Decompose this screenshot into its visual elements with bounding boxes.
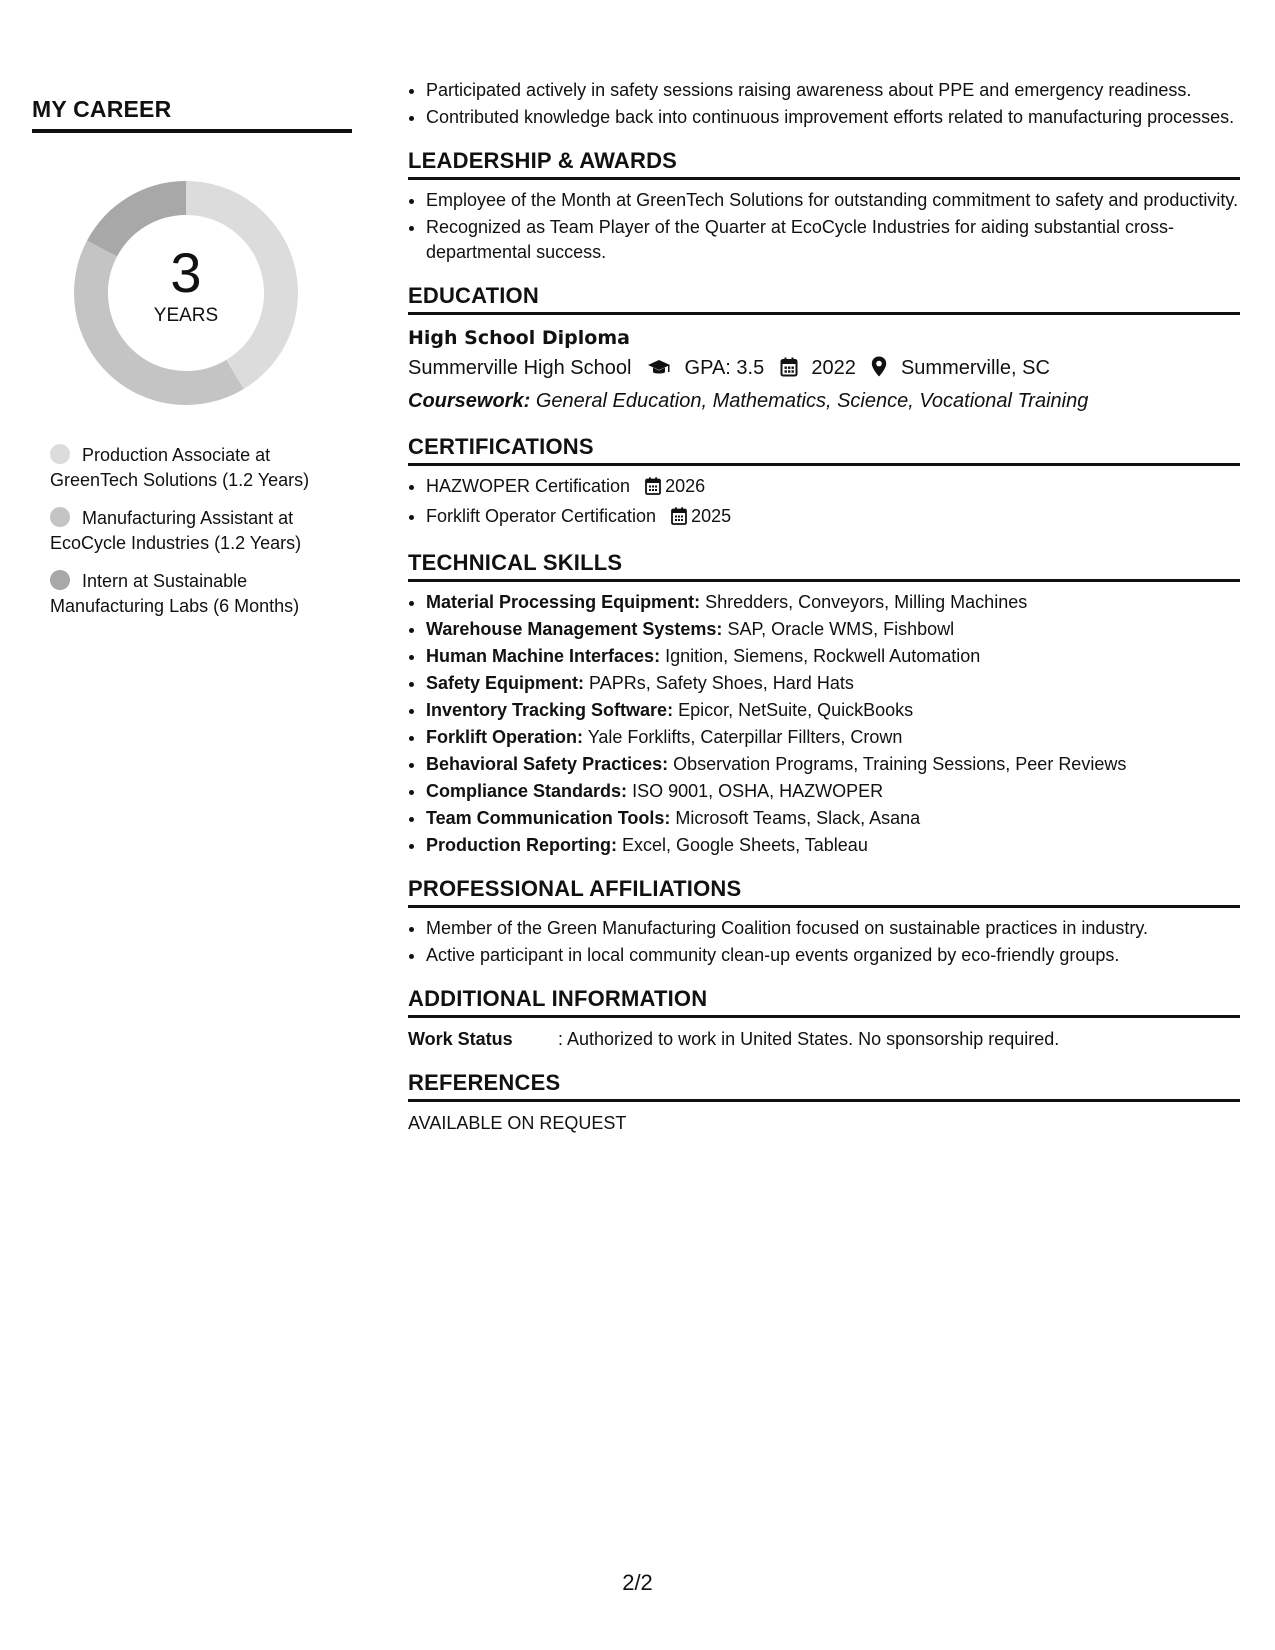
certification-name: HAZWOPER Certification [426,476,631,496]
skill-label: Behavioral Safety Practices: [426,754,669,774]
coursework-value: General Education, Mathematics, Science, Vocational Training [535,390,1089,412]
education-year: 2022 [811,357,856,379]
list-item [426,806,1240,831]
education-gpa: GPA: 3.5 [684,357,765,379]
skill-value: Excel, Google Sheets, Tableau [622,835,868,855]
list-item: • Contributed knowledge back into continuous improvement efforts related to manufacturing processes. [426,105,1240,130]
coursework-label: Coursework: [408,390,531,412]
list-item: • Active participant in local community clean-up events organized by eco-friendly groups. [426,943,1240,968]
skill-label: Inventory Tracking Software: [426,700,674,720]
list-item: • Member of the Green Manufacturing Coalition focused on sustainable practices in industry. [426,916,1240,941]
skill-value: Shredders, Conveyors, Milling Machines [705,592,1028,612]
graduation-cap-icon [647,356,671,386]
list-item [426,725,1240,750]
list-item [426,504,1240,532]
certification-name: Forklift Operator Certification [426,506,657,526]
skill-value: Microsoft Teams, Slack, Asana [675,808,921,828]
skill-value: Observation Programs, Training Sessions, Peer Reviews [673,754,1127,774]
references-text: AVAILABLE ON REQUEST [408,1113,627,1133]
list-item [426,617,1240,642]
legend-label: Manufacturing Assistant at EcoCycle Industries (1.2 Years) [50,508,302,553]
skill-value: Yale Forklifts, Caterpillar Fillters, Crown [587,727,903,747]
skill-label: Material Processing Equipment: [426,592,701,612]
certifications-heading: CERTIFICATIONS [408,434,1240,466]
list-item [426,644,1240,669]
skill-label: Forklift Operation: [426,727,583,747]
work-status-value: : Authorized to work in United States. No sponsorship required. [558,1029,1060,1049]
experience-bullets [408,78,1240,130]
list-item [426,590,1240,615]
skill-label: Safety Equipment: [426,673,585,693]
work-status [408,1026,1240,1052]
affiliations-heading: PROFESSIONAL AFFILIATIONS [408,876,1240,908]
list-item: • Participated actively in safety sessions raising awareness about PPE and emergency readiness. [426,78,1240,103]
career-sidebar [32,96,352,632]
leadership-list [408,188,1240,265]
skill-label: Warehouse Management Systems: [426,619,723,639]
references-heading: REFERENCES [408,1070,1240,1102]
skill-label: Team Communication Tools: [426,808,671,828]
certification-year: 2025 [691,506,732,526]
location-pin-icon [871,356,887,386]
certification-year: 2026 [665,476,706,496]
education-school: Summerville High School [408,357,632,379]
education-degree: High School Diploma [408,327,630,349]
skill-label: Production Reporting: [426,835,617,855]
skills-heading: TECHNICAL SKILLS [408,550,1240,582]
skill-value: Ignition, Siemens, Rockwell Automation [665,646,981,666]
career-legend [32,443,352,619]
legend-label: Intern at Sustainable Manufacturing Labs (6 Months) [50,571,300,616]
main-content [408,78,1240,1136]
certifications-list [408,474,1240,532]
list-item [426,474,1240,502]
career-donut-chart [66,173,306,413]
legend-item [50,443,352,493]
skills-list [408,590,1240,858]
calendar-icon [671,507,687,532]
list-item: • Employee of the Month at GreenTech Solutions for outstanding commitment to safety and productivity. [426,188,1240,213]
list-item: • Recognized as Team Player of the Quarter at EcoCycle Industries for aiding substantial cross-departmental success. [426,215,1240,265]
career-heading: MY CAREER [32,96,352,133]
list-item [426,833,1240,858]
list-item [426,698,1240,723]
calendar-icon [645,477,661,502]
additional-info-heading: ADDITIONAL INFORMATION [408,986,1240,1018]
list-item [426,752,1240,777]
education-location: Summerville, SC [900,357,1050,379]
list-item [426,779,1240,804]
calendar-icon [780,356,798,386]
work-status-label: Work Status [408,1029,513,1049]
legend-dot [50,507,70,527]
skill-label: Compliance Standards: [426,781,628,801]
career-total-unit: YEARS [153,305,219,326]
affiliations-list [408,916,1240,968]
legend-label: Production Associate at GreenTech Solutions (1.2 Years) [50,445,310,490]
education-coursework [408,386,1240,416]
skill-value: PAPRs, Safety Shoes, Hard Hats [589,673,854,693]
education-heading: EDUCATION [408,283,1240,315]
page-number: 2/2 [622,1570,653,1595]
skill-value: Epicor, NetSuite, QuickBooks [678,700,914,720]
leadership-heading: LEADERSHIP & AWARDS [408,148,1240,180]
legend-item [50,569,352,619]
legend-item [50,506,352,556]
skill-value: SAP, Oracle WMS, Fishbowl [727,619,955,639]
skill-label: Human Machine Interfaces: [426,646,661,666]
education-details [408,353,1240,386]
skill-value: ISO 9001, OSHA, HAZWOPER [632,781,884,801]
legend-dot [50,444,70,464]
career-total-years: 3 [170,241,202,304]
legend-dot [50,570,70,590]
list-item [426,671,1240,696]
